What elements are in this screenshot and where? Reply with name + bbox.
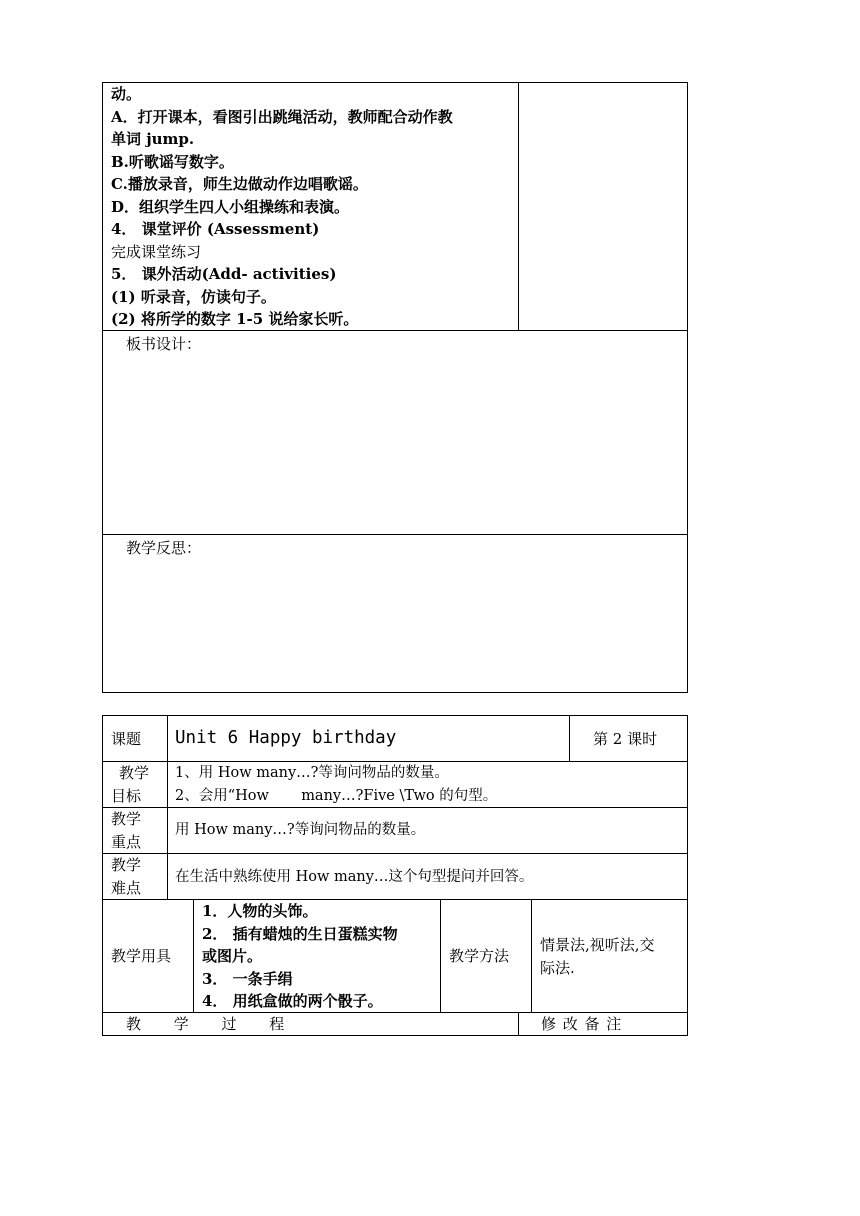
method-line: 际法.	[540, 959, 575, 977]
table2-label-divider	[167, 715, 168, 900]
table2-lesson-divider	[569, 715, 570, 762]
process-line: B.听歌谣写数字。	[111, 153, 234, 171]
table1-column-divider	[518, 82, 519, 331]
topic-value: Unit 6 Happy birthday	[175, 728, 397, 748]
table2-process-notes-divider	[518, 1012, 519, 1036]
process-line: C.播放录音，师生边做动作边唱歌谣。	[111, 175, 368, 193]
teaching-process-header: 教 学 过 程	[126, 1015, 299, 1033]
goals-line: 1、用 How many…?等询问物品的数量。	[175, 765, 449, 781]
key-points-value: 用 How many…?等询问物品的数量。	[175, 822, 426, 838]
lesson-number: 第 2 课时	[593, 730, 658, 748]
tools-line: 4． 用纸盒做的两个骰子。	[202, 992, 383, 1010]
tools-line: 1．人物的头饰。	[202, 902, 318, 920]
process-line: 5． 课外活动(Add- activities)	[111, 265, 337, 283]
reflection-label: 教学反思：	[126, 539, 202, 557]
table2-tools-divider	[193, 899, 194, 1013]
table2-row-divider	[102, 899, 688, 900]
goals-line: 2、会用“How many…?Five \Two 的句型。	[175, 788, 498, 804]
topic-label: 课题	[111, 730, 142, 748]
key-points-label: 重点	[111, 833, 142, 851]
process-line: 单词 jump.	[111, 130, 195, 148]
difficulty-label: 难点	[111, 879, 142, 897]
difficulty-label: 教学	[111, 856, 142, 874]
tools-line: 2． 插有蜡烛的生日蛋糕实物	[202, 925, 398, 943]
goals-label: 目标	[111, 787, 142, 805]
goals-label: 教学	[119, 764, 150, 782]
process-line: 完成课堂练习	[111, 243, 202, 261]
key-points-label: 教学	[111, 810, 142, 828]
tools-line: 3． 一条手绢	[202, 970, 293, 988]
board-design-label: 板书设计：	[126, 335, 202, 353]
method-label: 教学方法	[449, 947, 510, 965]
revision-notes-header: 修 改 备 注	[541, 1015, 622, 1033]
process-line: 动。	[111, 85, 142, 103]
process-line: D．组织学生四人小组操练和表演。	[111, 198, 350, 216]
process-line: A．打开课本，看图引出跳绳活动，教师配合动作教	[111, 108, 453, 126]
table1-row-divider-2	[102, 534, 688, 535]
process-line: (2) 将所学的数字 1-5 说给家长听。	[111, 310, 359, 328]
process-line: 4． 课堂评价 (Assessment)	[111, 220, 320, 238]
table2-method-value-divider	[531, 899, 532, 1013]
method-line: 情景法,视听法,交	[540, 936, 655, 954]
process-line: (1) 听录音，仿读句子。	[111, 288, 276, 306]
tools-label: 教学用具	[111, 947, 172, 965]
table2-row-divider	[102, 853, 688, 854]
difficulty-value: 在生活中熟练使用 How many…这个句型提问并回答。	[175, 869, 534, 885]
tools-line: 或图片。	[202, 947, 263, 965]
table2-method-label-divider	[440, 899, 441, 1013]
